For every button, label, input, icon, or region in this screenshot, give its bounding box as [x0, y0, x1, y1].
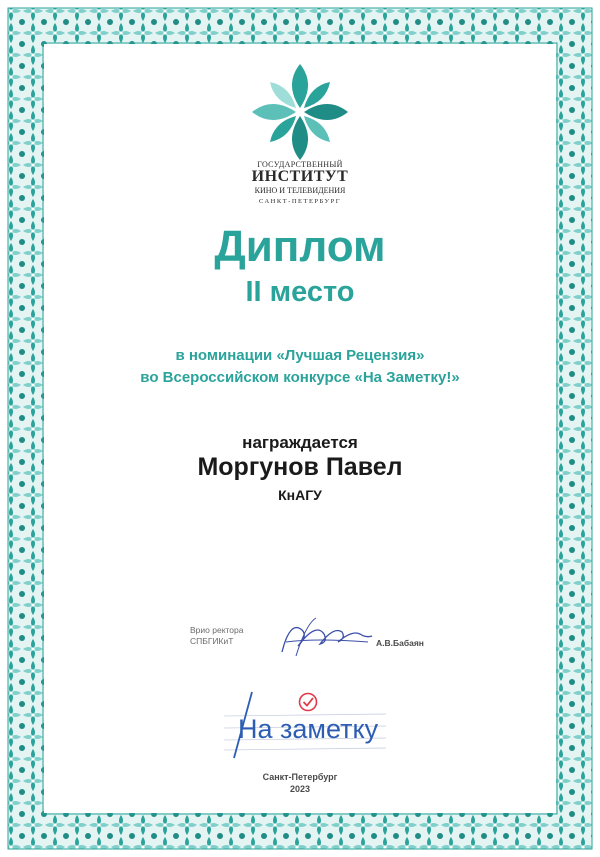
institute-logo-icon — [250, 62, 350, 162]
signer-name: А.В.Бабаян — [376, 638, 424, 648]
na-zametku-logo — [220, 688, 390, 760]
signer-role-line2: СПБГИКиТ — [190, 636, 234, 646]
nomination-line1: в номинации «Лучшая Рецензия» — [175, 347, 425, 364]
recipient-name: Моргунов Павел — [197, 453, 403, 481]
institute-city: САНКТ-ПЕТЕРБУРГ — [258, 198, 342, 205]
institute-name-line1: ГОСУДАРСТВЕННЫЙ — [257, 160, 343, 169]
signer-role — [190, 625, 243, 647]
footer — [200, 771, 400, 795]
signer-role-line1: Врио ректора — [190, 625, 244, 635]
nomination-line2: во Всероссийском конкурсе «На Заметку!» — [140, 369, 460, 386]
footer-year: 2023 — [289, 784, 311, 794]
footer-city: Санкт-Петербург — [262, 772, 338, 782]
awarded-label: награждается — [242, 433, 358, 452]
handwritten-signature — [276, 612, 376, 662]
institute-name-line2: ИНСТИТУТ — [251, 168, 349, 185]
checkmark-circle-icon — [300, 694, 317, 711]
institute-name-line3: КИНО И ТЕЛЕВИДЕНИЯ — [254, 186, 346, 195]
diploma-place: II место — [245, 276, 355, 308]
diploma-title: Диплом — [214, 222, 386, 271]
brand-text: На заметку — [238, 714, 379, 744]
recipient-organization: КнАГУ — [278, 487, 322, 503]
